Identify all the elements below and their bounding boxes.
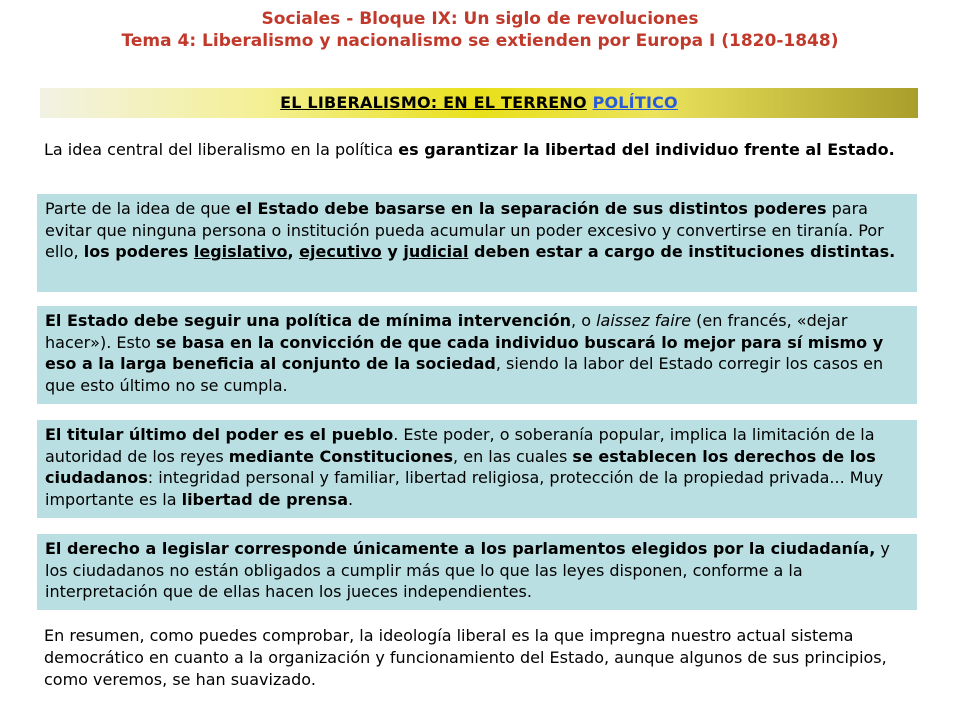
header-subject: Sociales - Bloque IX: Un siglo de revoluciones (261, 9, 699, 29)
box1-text-1: Parte de la idea de que (45, 199, 236, 218)
box3-bold-2: mediante Constituciones (228, 446, 454, 466)
box3-bold-4: libertad de prensa (181, 489, 348, 509)
intro-text: La idea central del liberalismo en la política (44, 140, 399, 159)
box1-judicial: judicial (403, 242, 469, 261)
box2-bold-1: El Estado debe seguir una política de mínima intervención (45, 311, 572, 330)
box1-text-2: para evitar que ninguna persona o institución pueda acumular un poder excesivo y convertirse en tiranía. Por ello, (45, 199, 884, 261)
section-banner (40, 88, 918, 118)
box3-text-2: , en las cuales (453, 446, 573, 466)
banner-title: EL LIBERALISMO: EN EL TERRENO (280, 93, 587, 112)
box3-text-4: . (348, 489, 354, 509)
box4-text-1: y los ciudadanos no están obligados a cumplir más que lo que las leyes disponen, conforme a la interpretación que de ellas hacen los jueces independientes. (45, 539, 890, 601)
box4-bold-1: El derecho a legislar corresponde únicamente a los parlamentos elegidos por la ciudadanía, (45, 539, 876, 558)
box2-text-2: (en francés, «dejar hacer»). Esto (45, 311, 848, 352)
box2-text-1: , o (571, 311, 597, 330)
box1-and: y (381, 242, 404, 261)
banner-link-politico[interactable]: POLÍTICO (592, 93, 678, 112)
box3-text-3: : integridad personal y familiar, libertad religiosa, protección de la propiedad privada... Muy importante es la (45, 468, 884, 509)
slide-header (0, 8, 960, 52)
box1-ejecutivo: ejecutivo (299, 242, 382, 261)
intro-bold: es garantizar la libertad del individuo frente al Estado. (398, 140, 895, 159)
box2-text-3: , siendo la labor del Estado corregir los casos en que esto último no se cumpla. (45, 354, 884, 395)
box-popular-sovereignty (37, 420, 917, 518)
box2-italic: laissez faire (596, 311, 692, 330)
box-legislation (37, 534, 917, 610)
box-separation-of-powers (37, 194, 917, 292)
box3-bold-1: El titular último del poder es el pueblo (45, 425, 394, 444)
box1-bold-1: el Estado debe basarse en la separación de sus distintos poderes (235, 199, 827, 218)
box1-bold-end: deben estar a cargo de instituciones distintas. (468, 242, 896, 261)
box2-bold-2: se basa en la convicción de que cada individuo buscará lo mejor para sí mismo y eso a la larga beneficia al conjunto de la sociedad (45, 332, 884, 373)
box1-bold-2: los poderes (83, 242, 194, 261)
header-topic: Tema 4: Liberalismo y nacionalismo se extienden por Europa I (1820-1848) (121, 31, 839, 51)
box-minimal-intervention (37, 306, 917, 404)
box1-comma: , (287, 242, 300, 261)
box3-text-1: . Este poder, o soberanía popular, implica la limitación de la autoridad de los reyes (45, 425, 875, 466)
box3-bold-3: se establecen los derechos de los ciudadanos (45, 446, 876, 487)
summary-paragraph: En resumen, como puedes comprobar, la ideología liberal es la que impregna nuestro actual sistema democrático en cuanto a la organización y funcionamiento del Estado, aunque algunos de sus principios, como veremos, se han suavizado. (44, 626, 887, 689)
intro-paragraph (44, 139, 924, 161)
box1-legislativo: legislativo (193, 242, 288, 261)
